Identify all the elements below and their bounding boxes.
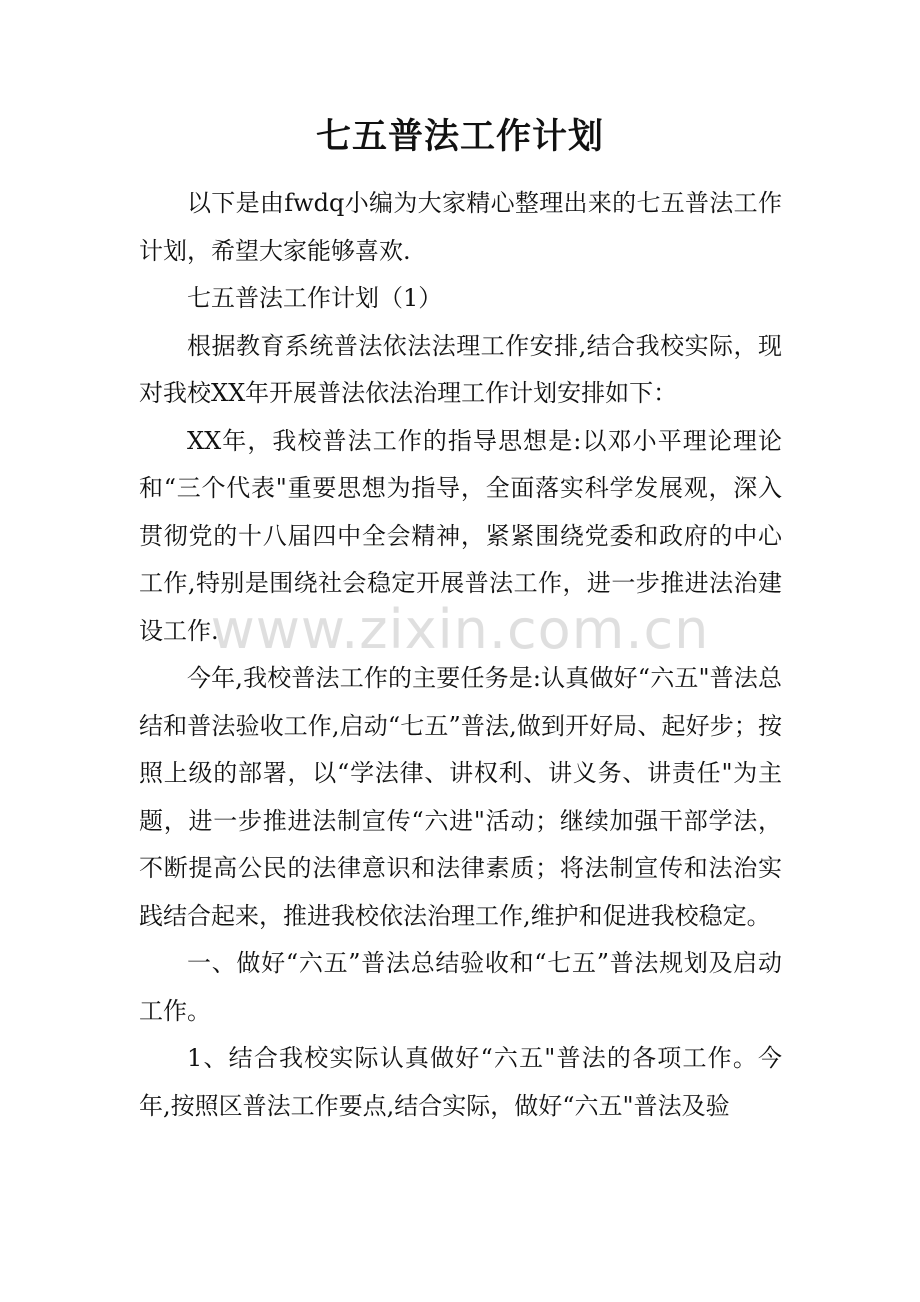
intro-paragraph: 以下是由fwdq小编为大家精心整理出来的七五普法工作计划，希望大家能够喜欢. — [139, 189, 782, 265]
watermark: www.zixin.com.cn — [210, 598, 710, 661]
section-heading: 七五普法工作计划（1） — [187, 284, 443, 312]
body-paragraph: 1、结合我校实际认真做好“六五"普法的各项工作。今年,按照区普法工作要点,结合实际，做好“六五"普法及验 — [139, 1044, 782, 1120]
body-paragraph: XX年，我校普法工作的指导思想是:以邓小平理论理论和“三个代表"重要思想为指导，全面落实科学发展观，深入贯彻党的十八届四中全会精神，紧紧围绕党委和政府的中心工作,特别是围绕社会稳定开展普法工作，进一步推进法治建设工作. — [139, 426, 782, 645]
body-paragraph: 今年,我校普法工作的主要任务是:认真做好“六五"普法总结和普法验收工作,启动“七五”普法,做到开好局、起好步；按照上级的部署，以“学法律、讲权利、讲义务、讲责任"为主题，进一步推进法制宣传“六进"活动；继续加强干部学法，不断提高公民的法律意识和法律素质；将法制宣传和法治实践结合起来，推进我校依法治理工作,维护和促进我校稳定。 — [139, 664, 782, 930]
document-title: 七五普法工作计划 — [315, 116, 604, 157]
body-paragraph: 根据教育系统普法依法法理工作安排,结合我校实际，现对我校XX年开展普法依法治理工作计划安排如下： — [139, 331, 782, 407]
document-body — [139, 180, 782, 1130]
subsection-heading: 一、做好“六五”普法总结验收和“七五”普法规划及启动工作。 — [139, 949, 782, 1025]
